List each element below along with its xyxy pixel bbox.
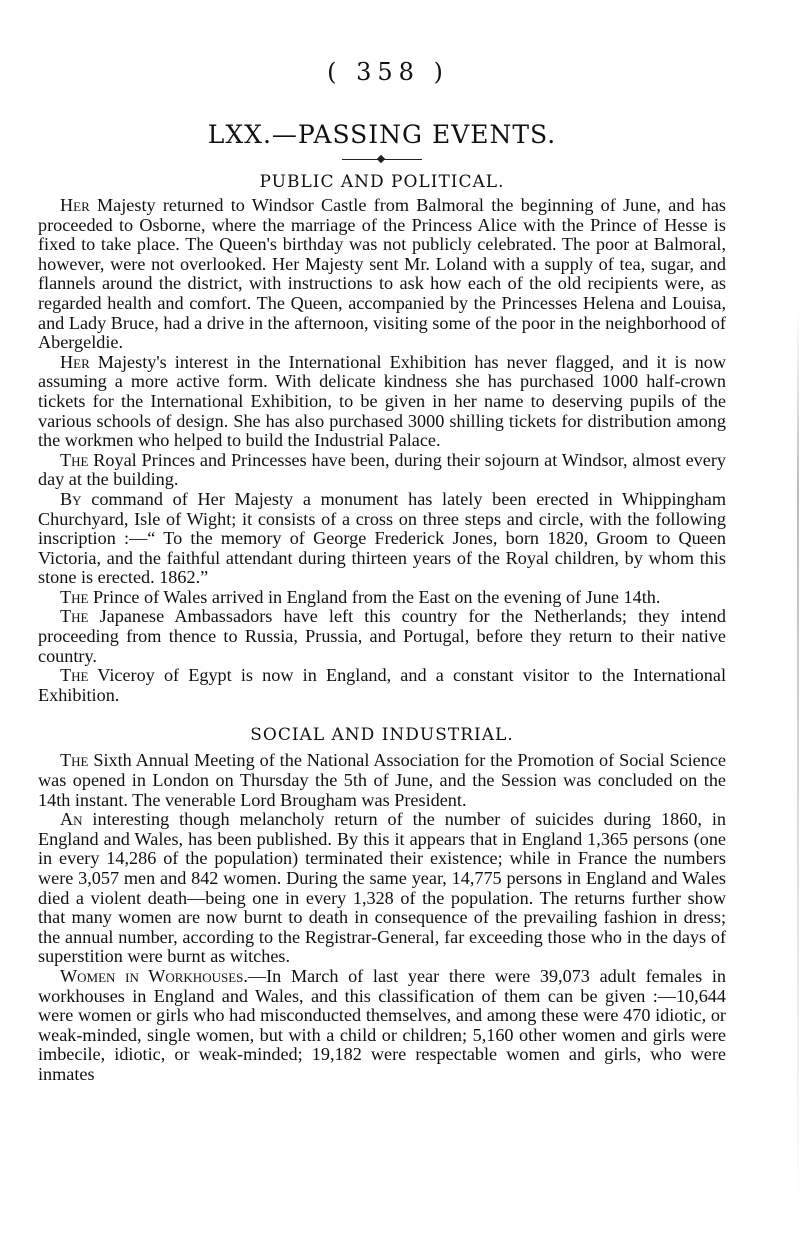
page-number: ( 358 ) [327, 58, 449, 86]
paragraph-text: Royal Princes and Princesses have been, during their sojourn at Windsor, almost every day at the building. [38, 449, 726, 490]
paragraph [38, 353, 726, 451]
paragraph-text: Majesty's interest in the International Exhibition has never flagged, and it is now assuming a more active form. With delicate kindness she has purchased 1000 half-crown tickets for the International Exhibition, to be given in her name to deserving pupils of the various schools of design. She has also purchased 3000 shilling tickets for distribution among the workmen who helped to build the Industrial Palace. [38, 351, 726, 451]
paragraph-lead: Her [60, 351, 90, 372]
paragraph-text: Viceroy of Egypt is now in England, and a constant visitor to the International Exhibition. [38, 665, 726, 705]
page-edge-shadow [797, 310, 799, 1210]
paragraph [38, 196, 726, 353]
paragraph-lead: Her [60, 195, 90, 215]
paragraph-text: Prince of Wales arrived in England from the East on the evening of June 14th. [88, 586, 661, 607]
paragraph-text: Japanese Ambassadors have left this country for the Netherlands; they intend proceeding from thence to Russia, Prussia, and Portugal, before they return to their native country. [38, 606, 726, 666]
section-heading-public: PUBLIC AND POLITICAL. [259, 172, 505, 192]
paragraph-lead: An [60, 809, 83, 830]
paragraph [38, 810, 726, 967]
section-public [38, 196, 726, 705]
paragraph-lead: The [60, 449, 89, 470]
paragraph-lead: By [60, 488, 82, 509]
page-title: LXX.—PASSING EVENTS. [207, 120, 557, 149]
paragraph [38, 490, 726, 588]
paragraph-lead: Women in Workhouses. [60, 965, 248, 986]
page [38, 58, 726, 1085]
ornamental-rule [342, 159, 422, 160]
paragraph [38, 666, 726, 705]
paragraph [38, 451, 726, 490]
paragraph-lead: The [60, 665, 89, 686]
paragraph-text: Sixth Annual Meeting of the National Association for the Promotion of Social Science was opened in London on Thursday the 5th of June, and the Session was concluded on the 14th instant. The venerable Lord Brougham was President. [38, 750, 726, 810]
section-heading-social: SOCIAL AND INDUSTRIAL. [250, 725, 514, 746]
paragraph-lead: The [60, 606, 89, 627]
paragraph-text: interesting though melancholy return of the number of suicides during 1860, in England and Wales, has been published. By this it appears that in England 1,365 persons (one in every 14,286 of the population) terminated their existence; while in France the numbers were 3,057 men and 842 women. During the same year, 14,775 persons in England and Wales died a violent death—being one in every 1,328 of the population. The returns further show that many women are now burnt to death in consequence of the prevailing fashion in dress; the annual number, according to the Registrar-General, far exceeding those who in the days of superstition were burnt as witches. [38, 809, 726, 967]
paragraph-text: command of Her Majesty a monument has lately been erected in Whippingham Churchyard, Isle of Wight; it consists of a cross on three steps and circle, with the following inscription :—“ To the memory of George Frederick Jones, born 1820, Groom to Queen Victoria, and the faithful attendant during thirteen years of the Royal children, by whom this stone is erected. 1862.” [38, 488, 726, 588]
paragraph [38, 751, 726, 810]
paragraph-text: Majesty returned to Windsor Castle from Balmoral the beginning of June, and has proceeded to Osborne, where the marriage of the Princess Alice with the Prince of Hesse is fixed to take place. The Queen's birthday was not publicly celebrated. The poor at Balmoral, however, were not overlooked. Her Majesty sent Mr. Loland with a supply of tea, sugar, and flannels around the district, with instructions to ask how each of the old recipients were, as regarded health and comfort. The Queen, accompanied by the Princesses Helena and Louisa, and Lady Bruce, had a drive in the afternoon, visiting some of the poor in the neighborhood of Abergeldie. [38, 195, 726, 353]
paragraph-lead: The [60, 750, 89, 771]
paragraph-lead: The [60, 586, 89, 607]
section-social [38, 751, 726, 1084]
paragraph-text: —In March of last year there were 39,073 adult females in workhouses in England and Wales, and this classification of them can be given :—10,644 were women or girls who had misconducted themselves, and among these were 470 idiotic, or weak-minded, single women, but with a child or children; 5,160 other women and girls were imbecile, idiotic, or weak-minded; 19,182 were respectable women and girls, who were inmates [38, 965, 726, 1084]
paragraph [38, 588, 726, 608]
paragraph [38, 967, 726, 1085]
paragraph [38, 607, 726, 666]
